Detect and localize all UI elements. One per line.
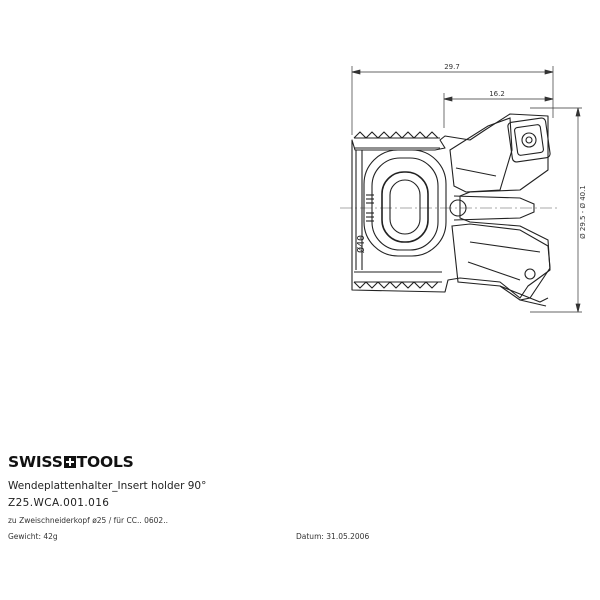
drawing-title: Wendeplattenhalter_Insert holder 90°	[8, 480, 207, 492]
upper-insert	[450, 118, 551, 192]
swiss-cross-icon	[64, 456, 76, 468]
dimension-diameter-range-label: Ø 29.5 - Ø 40.1	[579, 185, 587, 239]
weight-label: Gewicht: 42g	[8, 532, 58, 541]
part-number: Z25.WCA.001.016	[8, 497, 110, 509]
dimension-diameter-range	[530, 108, 582, 312]
brand-logo	[8, 451, 134, 473]
brand-name-right: TOOLS	[76, 453, 134, 471]
body-marking: Ø40	[356, 234, 367, 254]
compatibility-note: zu Zweischneiderkopf ø25 / für CC.. 0602..	[8, 516, 168, 525]
clamping-slot	[364, 150, 446, 256]
date-label: Datum: 31.05.2006	[296, 532, 370, 541]
lower-insert	[452, 224, 550, 306]
dimension-overall-length	[352, 66, 553, 135]
brand-name-left: SWISS	[8, 453, 63, 471]
dimension-overall-length-label: 29.7	[444, 63, 460, 71]
dimension-insert-offset-label: 16.2	[489, 90, 505, 98]
